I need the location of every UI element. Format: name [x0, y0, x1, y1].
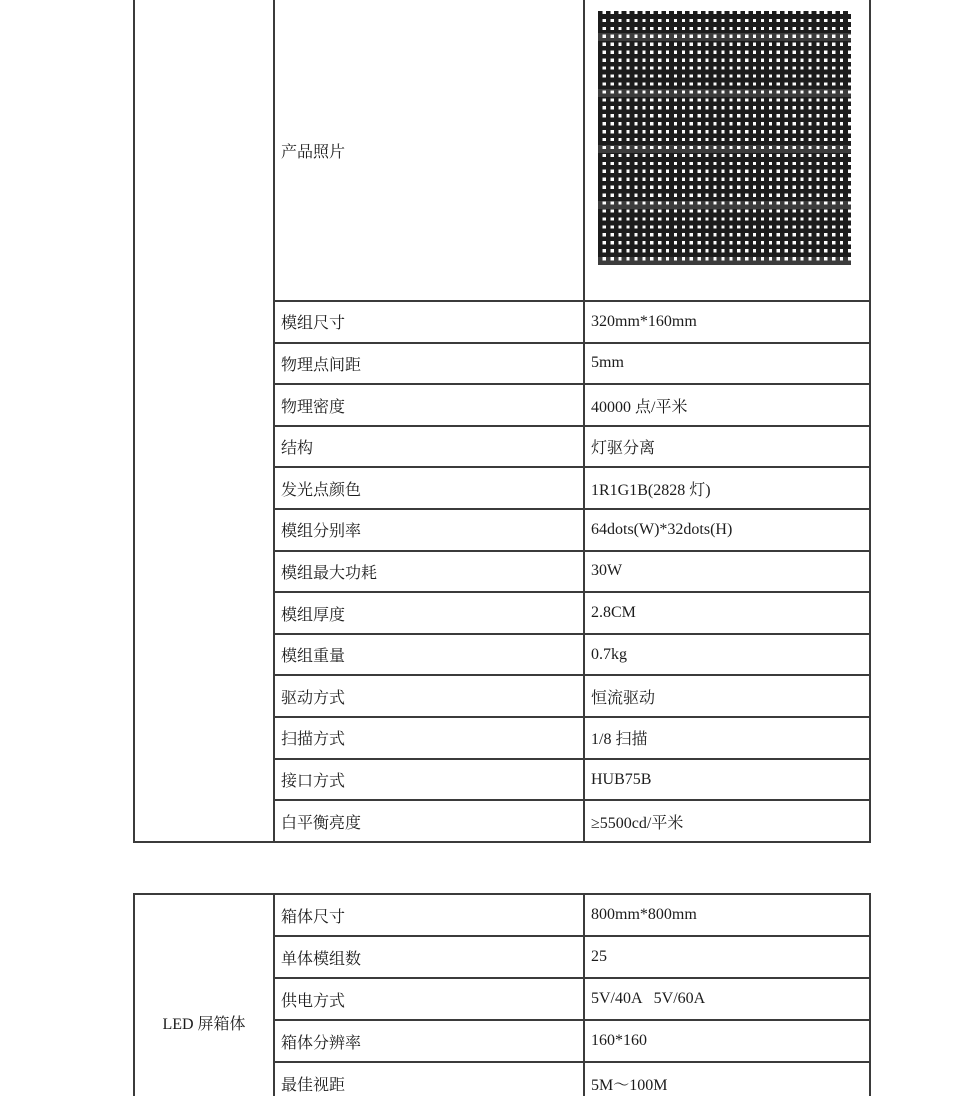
spec-label: 物理密度 — [281, 398, 346, 416]
led-cabinet-spec-table — [133, 893, 871, 1096]
spec-label: 模组重量 — [281, 648, 346, 666]
spec-value: 320mm*160mm — [591, 312, 697, 330]
spec-row — [273, 508, 869, 550]
spec-value: 0.7kg — [591, 645, 627, 663]
spec-label: 扫描方式 — [281, 731, 346, 749]
spec-row — [273, 383, 869, 425]
spec-row — [273, 799, 869, 841]
spec-label: 最佳视距 — [281, 1076, 346, 1094]
spec-label: 模组厚度 — [281, 606, 346, 624]
spec-row — [273, 633, 869, 675]
spec-value: HUB75B — [591, 770, 652, 788]
photo-row-label-cell — [273, 0, 583, 300]
spec-value: 30W — [591, 562, 623, 580]
photo-row-label: 产品照片 — [281, 143, 346, 161]
spec-value: 1/8 扫描 — [591, 731, 648, 749]
cabinet-group-label: LED 屏箱体 — [162, 1016, 246, 1033]
spec-value: 40000 点/平米 — [591, 398, 688, 416]
spec-value: 64dots(W)*32dots(H) — [591, 520, 733, 538]
spec-value: ≥5500cd/平米 — [591, 814, 684, 832]
spec-label: 模组分别率 — [281, 523, 362, 541]
spec-label: 白平衡亮度 — [281, 814, 362, 832]
spec-value: 5M～100M — [591, 1076, 668, 1094]
spec-row — [273, 895, 869, 935]
spec-row — [273, 425, 869, 467]
spec-label: 物理点间距 — [281, 356, 362, 374]
spec-row — [273, 977, 869, 1019]
spec-row — [273, 935, 869, 977]
spec-value: 5V/40A 5V/60A — [591, 990, 706, 1007]
spec-label: 箱体尺寸 — [281, 908, 346, 926]
spec-value: 2.8CM — [591, 604, 636, 622]
spec-label: 发光点颜色 — [281, 481, 362, 499]
spec-row — [273, 342, 869, 384]
spec-value: 5mm — [591, 354, 624, 372]
module-spec-rows — [273, 300, 869, 841]
spec-value: 800mm*800mm — [591, 906, 697, 923]
spec-value: 160*160 — [591, 1032, 647, 1049]
spec-row — [273, 1019, 869, 1061]
spec-label: 接口方式 — [281, 773, 346, 790]
spec-value: 灯驱分离 — [591, 440, 656, 458]
spec-label: 模组尺寸 — [281, 315, 346, 333]
spec-row — [273, 716, 869, 758]
led-module-photo-image — [598, 11, 851, 265]
cabinet-spec-rows — [273, 895, 869, 1096]
spec-row — [273, 591, 869, 633]
spec-row — [273, 674, 869, 716]
spec-row — [273, 300, 869, 342]
spec-label: 模组最大功耗 — [281, 564, 378, 582]
spec-row — [273, 1061, 869, 1096]
spec-label: 驱动方式 — [281, 689, 346, 707]
spec-label: 供电方式 — [281, 992, 346, 1010]
spec-label: 箱体分辨率 — [281, 1034, 362, 1052]
spec-value: 1R1G1B(2828 灯) — [591, 481, 711, 499]
led-module-spec-table — [133, 0, 871, 843]
spec-label: 结构 — [281, 440, 314, 458]
spec-label: 单体模组数 — [281, 950, 362, 968]
spec-value: 25 — [591, 948, 607, 965]
spec-row — [273, 550, 869, 592]
spec-row — [273, 758, 869, 800]
spec-value: 恒流驱动 — [591, 689, 656, 707]
spec-row — [273, 466, 869, 508]
